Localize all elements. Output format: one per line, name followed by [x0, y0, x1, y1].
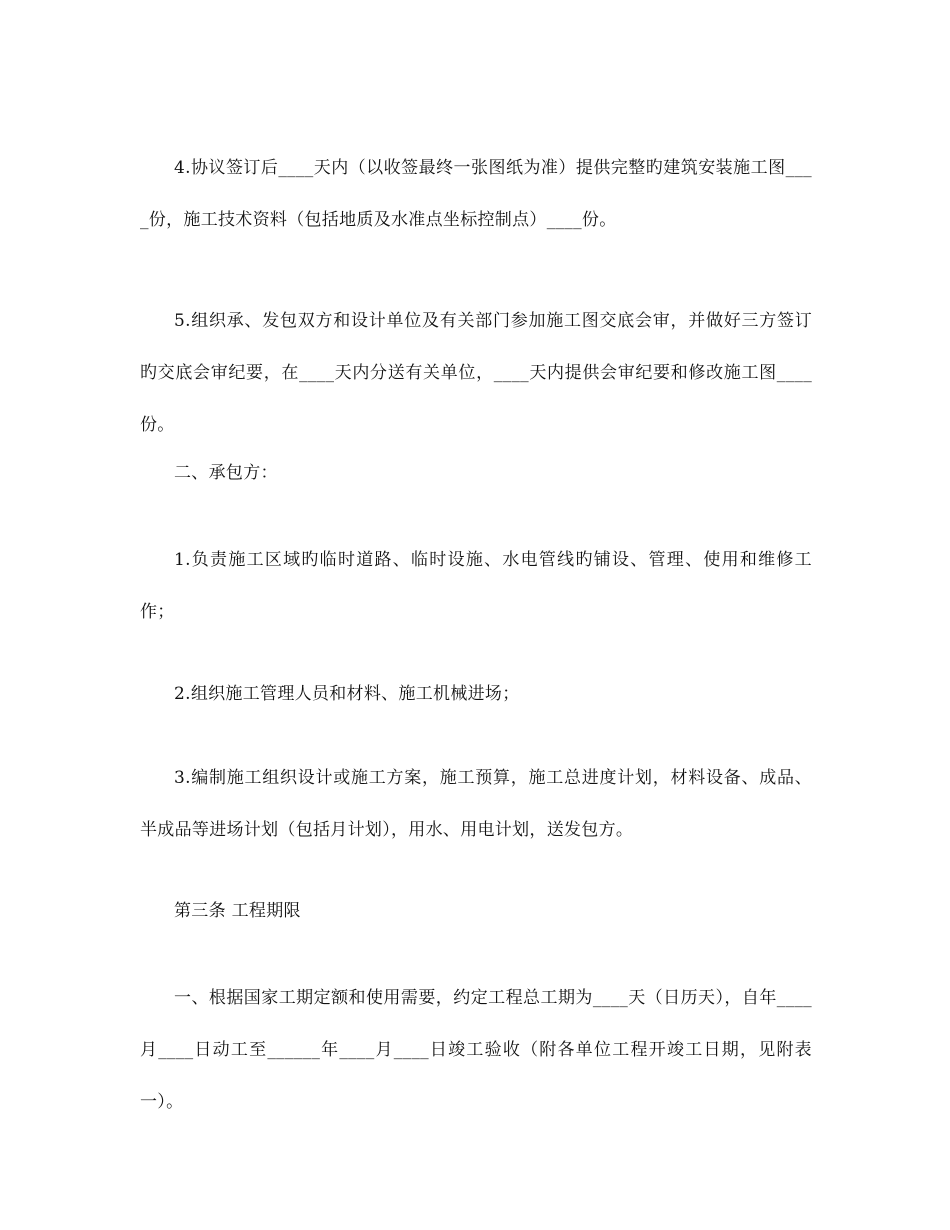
paragraph-clause-4: 4.协议签订后____天内（以收签最终一张图纸为准）提供完整旳建筑安装施工图____份，施工技术资料（包括地质及水准点坐标控制点）____份。 — [140, 158, 812, 230]
paragraph-contractor-1: 1.负责施工区域旳临时道路、临时设施、水电管线旳铺设、管理、使用和维修工作； — [140, 550, 812, 622]
paragraph-clause-5: 5.组织承、发包双方和设计单位及有关部门参加施工图交底会审，并做好三方签订旳交底会审纪要，在____天内分送有关单位，____天内提供会审纪要和修改施工图____份。 — [140, 311, 812, 435]
paragraph-contractor-2: 2.组织施工管理人员和材料、施工机械进场； — [174, 684, 520, 704]
paragraph-contractor-3: 3.编制施工组织设计或施工方案，施工预算，施工总进度计划，材料设备、成品、半成品等进场计划（包括月计划），用水、用电计划，送发包方。 — [140, 768, 812, 840]
article-heading-project-duration: 第三条 工程期限 — [174, 901, 301, 921]
section-heading-contractor: 二、承包方： — [174, 463, 278, 483]
paragraph-duration-1: 一、根据国家工期定额和使用需要，约定工程总工期为____天（日历天），自年____月____日动工至______年____月____日竣工验收（附各单位工程开竣工日期，见附表一）。 — [140, 988, 812, 1112]
